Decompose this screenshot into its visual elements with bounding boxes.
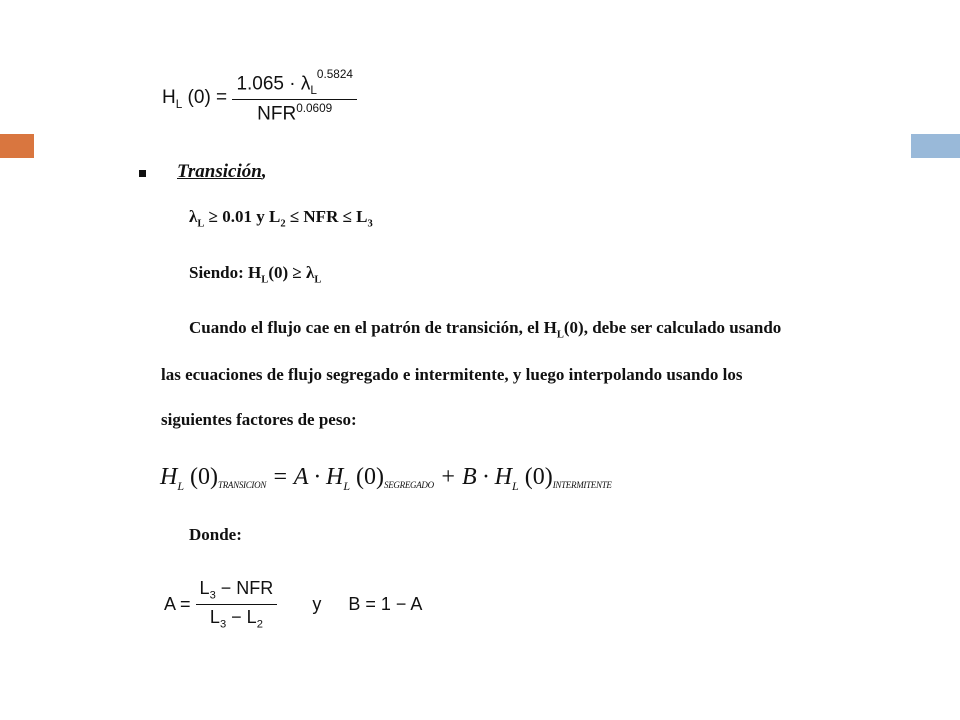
accent-bar-left bbox=[0, 134, 34, 158]
formula-hl0-fraction bbox=[232, 68, 356, 125]
paragraph-line-3: siguientes factores de peso: bbox=[161, 410, 357, 429]
bullet-marker bbox=[139, 170, 146, 177]
donde-label: Donde: bbox=[189, 525, 242, 544]
accent-bar-right bbox=[911, 134, 960, 158]
formula-ab-y: y bbox=[312, 593, 322, 614]
formula-b: B = 1 − A bbox=[348, 593, 423, 614]
siendo-line: Siendo: $H_L(0) \ge \lambda_L$ bbox=[189, 263, 322, 286]
formula-a-denominator: $L_3 - L_2$ bbox=[209, 606, 263, 631]
formula-a-fraction bbox=[196, 578, 278, 630]
formula-hl0-lhs: $H_L$ (0) = bbox=[162, 86, 228, 111]
formula-a-numerator: $L_3$ − NFR bbox=[196, 578, 278, 605]
section-title: Transición, bbox=[177, 161, 267, 182]
formula-hl0 bbox=[162, 68, 357, 125]
formula-a-lhs: A = bbox=[164, 593, 191, 614]
formula-hl0-numerator: $1.065 \cdot \lambda_L^{0.5824}$ bbox=[232, 72, 356, 100]
transition-condition: $\lambda_L \ge 0.01$ y $L_2$ ≤ NFR ≤ $L_3$ bbox=[189, 207, 373, 230]
formula-ab bbox=[164, 578, 422, 630]
formula-transicion: $H_L$ (0)TRANSICION = $A \cdot H_L$ (0)SEGREGADO + $B \cdot H_L$ (0)INTERMITENTE bbox=[160, 464, 612, 493]
paragraph-line-2: las ecuaciones de flujo segregado e intermitente, y luego interpolando usando los bbox=[161, 365, 743, 384]
paragraph-line-1: Cuando el flujo cae en el patrón de transición, el $H_L(0)$, debe ser calculado usando bbox=[189, 318, 782, 341]
formula-hl0-denominator: $NFR^{0.0609}$ bbox=[257, 102, 333, 125]
